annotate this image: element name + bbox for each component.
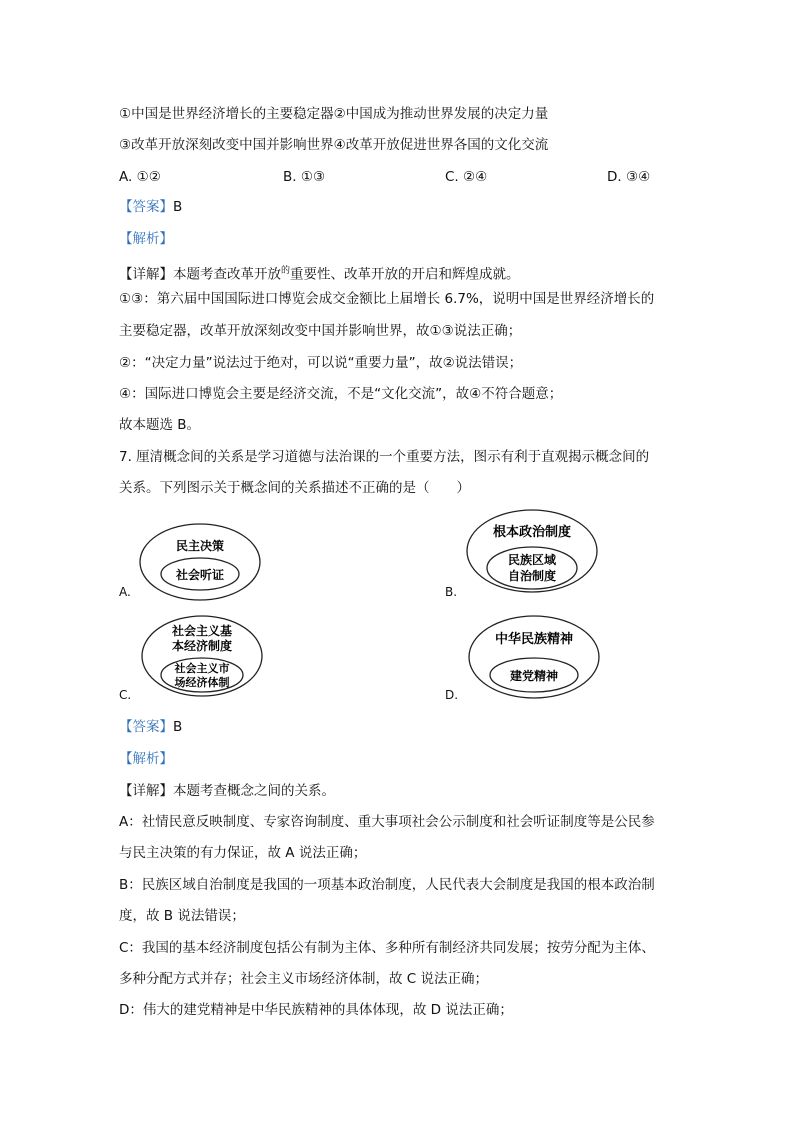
- outer-label: 根本政治制度: [492, 525, 572, 540]
- diagram-b-letter: B.: [445, 585, 458, 599]
- option-letter: D.: [607, 169, 622, 185]
- inner-label-line1: 民族区域: [507, 553, 557, 567]
- inner-label-line1: 社会主义市: [174, 662, 230, 675]
- option-text: ③④: [625, 169, 651, 185]
- inner-label: 建党精神: [509, 669, 559, 683]
- answer-label: 【答案】: [119, 199, 173, 215]
- q6-option-d: [607, 168, 650, 186]
- detail-label: 【详解】: [119, 266, 173, 283]
- q7-detail: [119, 782, 335, 800]
- q7-c-line1: C：我国的基本经济制度包括公有制为主体、多种所有制经济共同发展；按劳分配为主体、: [119, 940, 655, 956]
- option-letter: B.: [283, 169, 297, 185]
- diagram-d-letter: D.: [445, 688, 459, 702]
- detail-label: 【详解】: [119, 783, 173, 799]
- inner-label: 社会听证: [175, 568, 225, 582]
- diagram-d: [467, 614, 601, 700]
- q6-para1-line1: ①③：第六届中国国际进口博览会成交金额比上届增长 6.7%，说明中国是世界经济增长的: [119, 291, 655, 307]
- answer-value: B: [173, 719, 183, 735]
- q7-stem-line1: 7. 厘清概念间的关系是学习道德与法治课的一个重要方法，图示有利于直观揭示概念间的: [119, 449, 650, 465]
- option-letter: A.: [119, 169, 133, 185]
- option-text: ①③: [300, 169, 326, 185]
- outer-label: 中华民族精神: [494, 632, 574, 647]
- q7-answer: [119, 718, 182, 736]
- detail-text-2: 重要性、改革开放的开启和辉煌成就。: [290, 266, 520, 283]
- q7-c-line2: 多种分配方式并存；社会主义市场经济体制，故 C 说法正确；: [119, 971, 489, 987]
- q6-para3: ④：国际进口博览会主要是经济交流，不是“文化交流”，故④不符合题意；: [119, 386, 563, 402]
- option-text: ②④: [463, 169, 488, 185]
- answer-value: B: [173, 199, 183, 215]
- q7-a-line2: 与民主决策的有力保证，故 A 说法正确；: [119, 845, 367, 861]
- outer-ellipse: [469, 616, 599, 698]
- q6-statement-line-2: ③改革开放深刻改变中国并影响世界④改革开放促进世界各国的文化交流: [119, 137, 549, 153]
- q6-para1-line2: 主要稳定器，改革开放深刻改变中国并影响世界，故①③说法正确；: [119, 323, 522, 339]
- outer-ellipse: [140, 524, 260, 600]
- outer-label: 民主决策: [175, 539, 225, 553]
- diagram-b: [465, 508, 599, 594]
- q6-statement-line-1: ①中国是世界经济增长的主要稳定器②中国成为推动世界发展的决定力量: [119, 106, 549, 122]
- q7-stem-line2: 关系。下列图示关于概念间的关系描述不正确的是（ ）: [119, 480, 470, 496]
- option-text: ①②: [136, 169, 161, 185]
- q6-option-c: [445, 168, 487, 186]
- q6-analysis-label: 【解析】: [119, 231, 173, 247]
- inner-label-line2: 场经济体制: [174, 676, 230, 689]
- diagram-a-letter: A.: [119, 585, 131, 599]
- q7-b-line1: B：民族区域自治制度是我国的一项基本政治制度，人民代表大会制度是我国的根本政治制: [119, 877, 655, 893]
- q7-b-line2: 度，故 B 说法错误；: [119, 908, 245, 924]
- diagram-a: [138, 522, 262, 602]
- q7-a-line1: A：社情民意反映制度、专家咨询制度、重大事项社会公示制度和社会听证制度等是公民参: [119, 814, 655, 830]
- diagram-c-letter: C.: [119, 688, 132, 702]
- q6-para2: ②：“决定力量”说法过于绝对，可以说“重要力量”，故②说法错误；: [119, 355, 523, 371]
- detail-text: 本题考查概念之间的关系。: [173, 783, 335, 799]
- q7-analysis-label: 【解析】: [119, 751, 173, 767]
- q6-option-b: [283, 168, 325, 186]
- q6-detail: [119, 262, 520, 284]
- inner-label-line2: 自治制度: [507, 569, 557, 583]
- detail-text: 本题考查改革开放: [173, 266, 281, 283]
- outer-label-line2: 本经济制度: [171, 639, 233, 653]
- q6-para4: 故本题选 B。: [119, 417, 201, 433]
- q6-answer: [119, 198, 182, 216]
- detail-sup: 的: [281, 266, 291, 276]
- diagram-c: [140, 614, 264, 698]
- option-letter: C.: [445, 169, 459, 185]
- q6-option-a: [119, 168, 161, 186]
- answer-label: 【答案】: [119, 719, 173, 735]
- outer-label-line1: 社会主义基: [171, 624, 233, 638]
- q7-d-line1: D：伟大的建党精神是中华民族精神的具体体现，故 D 说法正确；: [119, 1002, 513, 1018]
